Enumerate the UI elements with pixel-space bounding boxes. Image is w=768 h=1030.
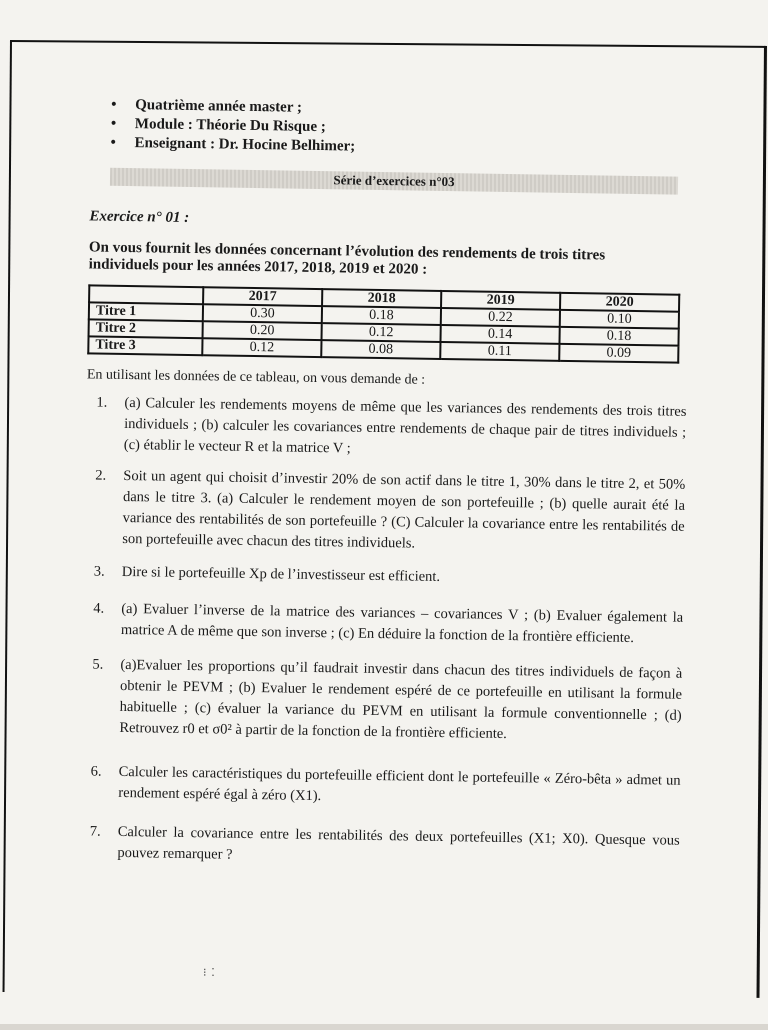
table-header-cell: 2017 — [203, 287, 322, 306]
bullet-icon: • — [111, 96, 117, 113]
table-cell: 0.11 — [440, 342, 559, 361]
table-cell: 0.09 — [559, 344, 678, 363]
questions-lead: En utilisant les données de ce tableau, on vous demande de : — [86, 367, 426, 388]
table-header-cell: 2020 — [560, 293, 679, 312]
bullet-icon: • — [110, 115, 117, 132]
row-label: Titre 2 — [89, 319, 203, 338]
question-number: 3. — [93, 563, 105, 580]
returns-table — [87, 284, 680, 363]
question-7 — [89, 821, 680, 872]
question-text: Dire si le portefeuille Xp de l’investisseur est efficient. — [121, 563, 441, 585]
question-number: 6. — [90, 763, 102, 780]
header-module: • Module : Théorie Du Risque ; — [110, 115, 326, 136]
header-level: • Quatrième année master ; — [111, 96, 303, 116]
question-5 — [91, 655, 682, 748]
table-cell: 0.12 — [322, 323, 441, 342]
exercise-title: Exercice n° 01 : — [89, 208, 190, 226]
question-number: 4. — [93, 600, 105, 617]
question-text: (a) Calculer les rendements moyens de même que les variances des rendements des trois titres individuels ; (b) calculer les covariances entre rendements de chaque pair de titres individuels ; (c) établir le vecteur R et la matrice V ; — [123, 394, 687, 457]
question-number: 2. — [95, 467, 107, 484]
scan-speck: ⁝ ⁚ — [203, 967, 216, 979]
question-3 — [94, 562, 684, 592]
question-1 — [96, 393, 687, 465]
bullet-icon: • — [110, 134, 116, 151]
table-cell: 0.12 — [202, 338, 321, 357]
question-text: Calculer les caractéristiques du portefeuille efficient dont le portefeuille « Zéro-bêta » admet un rendement espéré égal à zéro (X1). — [118, 763, 681, 805]
table-cell: 0.20 — [203, 321, 322, 340]
table-cell: 0.22 — [441, 308, 560, 327]
question-text: (a)Evaluer les proportions qu’il faudrait investir dans chacun des titres individuels de façon à obtenir le PEVM ; (b) Evaluer le rendement espéré de ce portefeuille en utilisant la formule habituelle ; (c) évaluer la variance du PEVM en utilisant la formule conventionnelle ; (d) Retrouvez r0 et σ0² à partir de la fonction de la frontière efficiente. — [119, 656, 683, 743]
question-text: Calculer la covariance entre les rentabilités des deux portefeuilles (X1; X0). Quesque vous pouvez remarquer ? — [117, 823, 680, 863]
table-cell: 0.18 — [322, 306, 441, 325]
question-number: 5. — [92, 656, 104, 673]
series-title: Série d’exercices n°03 — [110, 168, 678, 195]
row-label: Titre 1 — [89, 302, 203, 321]
question-6 — [90, 761, 681, 812]
header-teacher: • Enseignant : Dr. Hocine Belhimer; — [110, 134, 356, 155]
table-header-cell — [89, 285, 203, 304]
question-text: (a) Evaluer l’inverse de la matrice des variances – covariances V ; (b) Evaluer également la matrice A de même que son inverse ; (c) En déduire la fonction de la frontière efficiente. — [120, 600, 684, 647]
table-cell: 0.08 — [321, 340, 440, 359]
question-number: 7. — [89, 823, 101, 840]
question-text: Soit un agent qui choisit d’investir 20% de son actif dans le titre 1, 30% dans le titre 2, et 50% dans le titre 3. (a) Calculer le rendement moyen de son portefeuille ; (b) quelle aurait été la variance des rentabilités de son portefeuille ? (C) Calculer la covariance entre les rentabilités de son portefeuille avec chacun des titres individuels. — [122, 467, 686, 552]
question-2 — [94, 466, 685, 559]
table-cell: 0.30 — [203, 304, 322, 323]
header-info — [110, 96, 356, 157]
table-header-cell: 2018 — [322, 289, 441, 308]
table-header-cell: 2019 — [441, 291, 560, 310]
table-cell: 0.14 — [440, 325, 559, 344]
table-cell: 0.18 — [559, 327, 678, 346]
question-4 — [93, 599, 684, 650]
exercise-intro: On vous fournit les données concernant l’évolution des rendements de trois titres individuels pour les années 2017, 2018, 2019 et 2020 : — [88, 239, 606, 278]
table-cell: 0.10 — [560, 310, 679, 329]
row-label: Titre 3 — [88, 336, 202, 355]
question-number: 1. — [96, 394, 108, 411]
